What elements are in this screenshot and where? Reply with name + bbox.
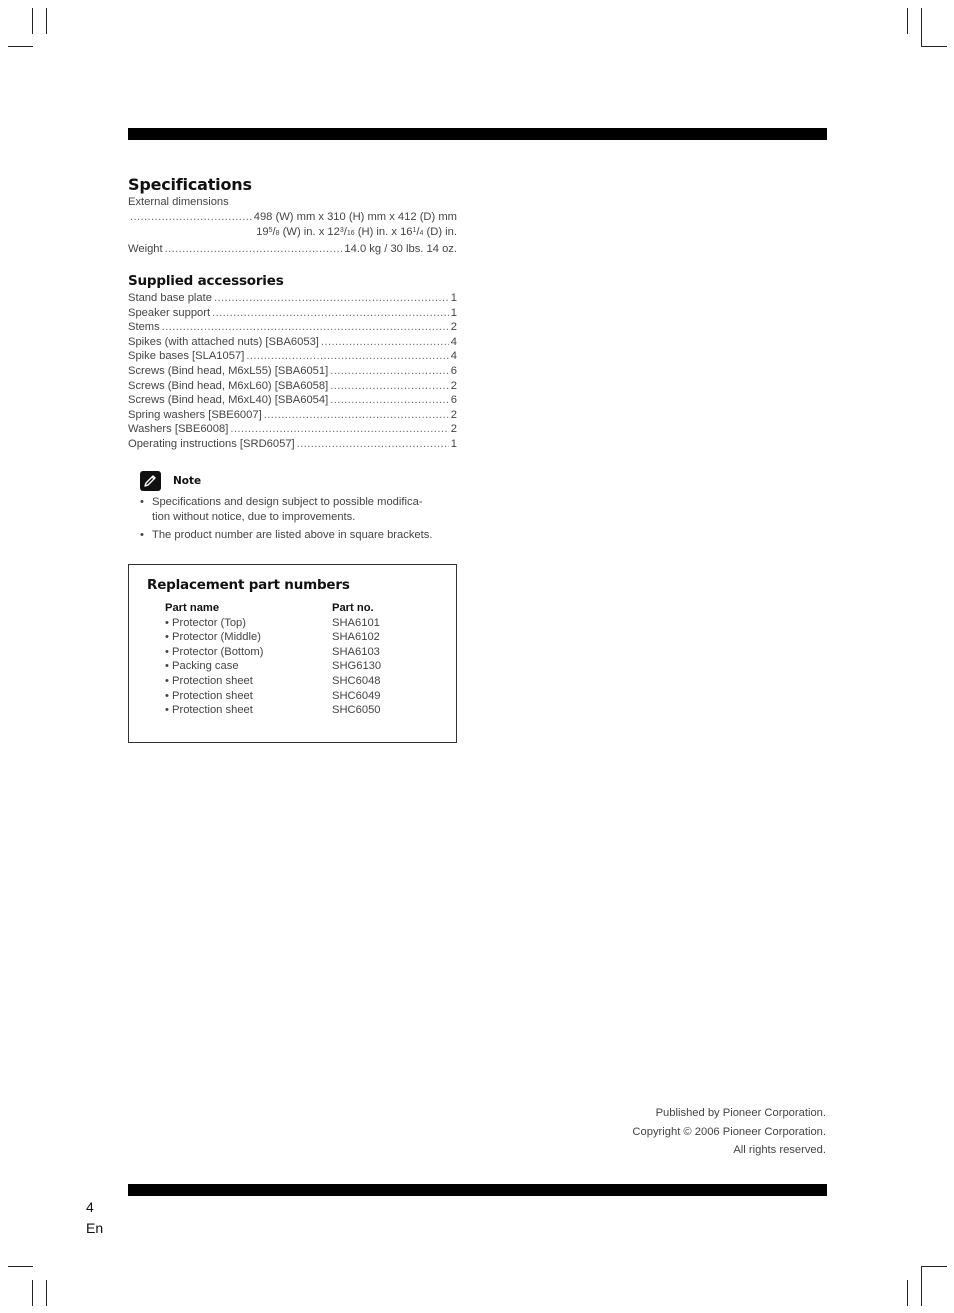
crop-mark [46, 1280, 47, 1306]
table-row: • Protection sheet SHC6049 [165, 689, 381, 702]
note-bullets [140, 495, 460, 546]
list-item: Stems ..... 2 [128, 320, 457, 335]
replacement-parts-table [165, 601, 381, 718]
pencil-note-icon [140, 471, 161, 491]
list-item: Washers [SBE6008] ..... 2 [128, 422, 457, 437]
page-language: En [86, 1220, 104, 1236]
copyright: Copyright © 2006 Pioneer Corporation. [632, 1125, 826, 1138]
list-item: Operating instructions [SRD6057] ..... 1 [128, 437, 457, 452]
list-item: • Specifications and design subject to possible modifica- tion without notice, due to improvements. [140, 496, 423, 523]
crop-mark [921, 1266, 922, 1306]
table-row: • Packing case SHG6130 [165, 660, 382, 673]
specifications-title: Specifications [128, 175, 252, 194]
external-dimensions-imperial: $19^5/8$ (W) in. x $12^3/16$ (H) in. x $16^1/4$ (D) in. [256, 226, 457, 239]
table-row: • Protection sheet SHC6048 [165, 674, 381, 687]
crop-mark [32, 1280, 33, 1306]
table-row: • Protector (Middle) SHA6102 [165, 631, 380, 644]
list-item: Spring washers [SBE6007] ..... 2 [128, 408, 457, 423]
replacement-title: Replacement part numbers [147, 577, 350, 593]
crop-mark [921, 1266, 947, 1267]
accessories-title: Supplied accessories [128, 273, 284, 289]
weight-row: Weight ..... 14.0 kg / 30 lbs. 14 oz. [128, 242, 457, 257]
crop-mark [921, 8, 922, 47]
external-dimensions-label: External dimensions [128, 196, 229, 208]
crop-mark [32, 8, 33, 34]
specifications-section [128, 175, 457, 256]
replacement-parts-box [128, 564, 457, 743]
crop-mark [907, 8, 908, 34]
table-row: • Protector (Bottom) SHA6103 [165, 645, 380, 658]
list-item: Spikes (with attached nuts) [SBA6053] ..... 4 [128, 335, 457, 350]
accessories-section [128, 273, 457, 452]
publisher-info [632, 1104, 826, 1160]
list-item: Screws (Bind head, M6xL60) [SBA6058] ..... 2 [128, 379, 457, 394]
table-header: Part name Part no. [165, 602, 374, 614]
table-row: • Protection sheet SHC6050 [165, 704, 381, 717]
crop-mark [46, 8, 47, 34]
footer-bar [128, 1184, 827, 1196]
crop-mark [921, 46, 947, 47]
list-item: Stand base plate ..... 1 [128, 291, 457, 306]
note-header [140, 471, 201, 491]
header-bar [128, 128, 827, 140]
list-item: Speaker support ..... 1 [128, 306, 457, 321]
list-item: Screws (Bind head, M6xL40) [SBA6054] ..... 6 [128, 393, 457, 408]
crop-mark [907, 1280, 908, 1306]
crop-mark [8, 46, 33, 47]
list-item: Spike bases [SLA1057] ..... 4 [128, 349, 457, 364]
external-dimensions-metric: ..... 498 (W) mm x 310 (H) mm x 412 (D) mm [128, 210, 457, 225]
list-item: • The product number are listed above in square brackets. [140, 529, 433, 541]
list-item: Screws (Bind head, M6xL55) [SBA6051] ..... 6 [128, 364, 457, 379]
page-number: 4 En [86, 1197, 103, 1239]
published-by: Published by Pioneer Corporation. [655, 1107, 826, 1119]
rights-reserved: All rights reserved. [733, 1144, 826, 1156]
table-row: • Protector (Top) SHA6101 [165, 616, 380, 629]
crop-mark [8, 1266, 33, 1267]
note-label: Note [173, 475, 202, 487]
accessories-list [128, 291, 457, 452]
